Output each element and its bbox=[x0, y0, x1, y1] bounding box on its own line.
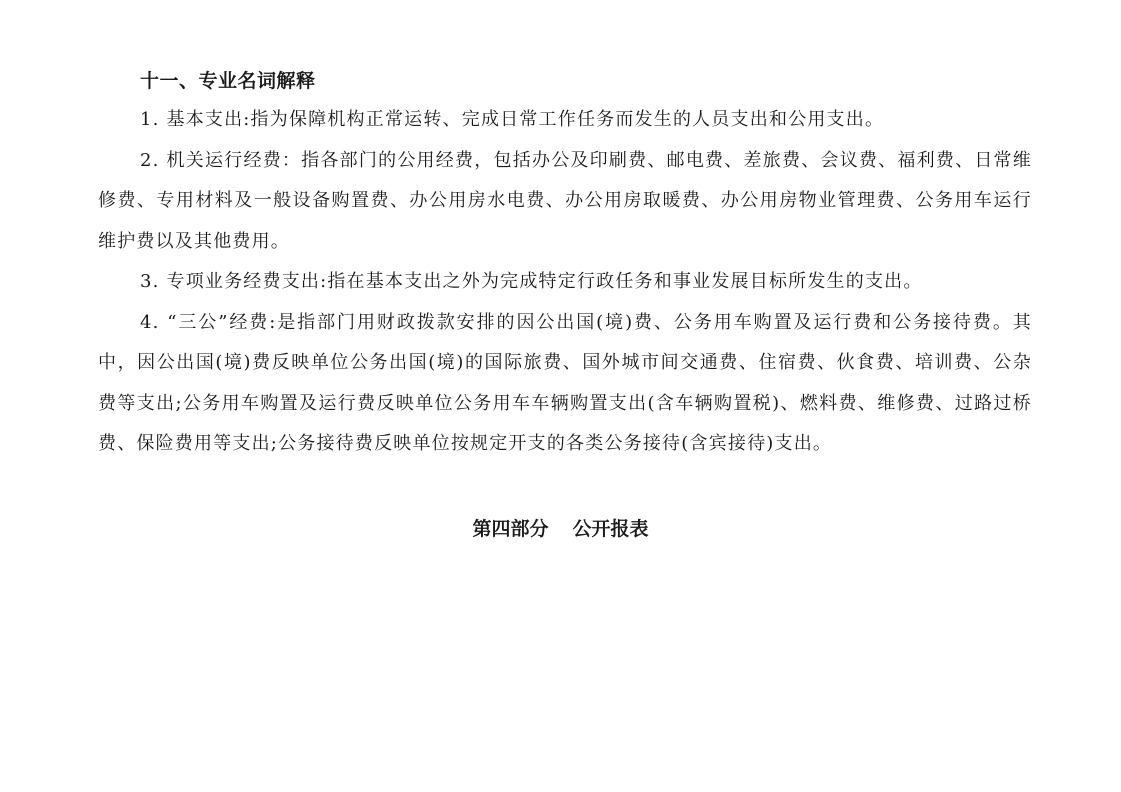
definition-basic-expenditure: 1. 基本支出:指为保障机构正常运转、完成日常工作任务而发生的人员支出和公用支出。 bbox=[140, 109, 885, 130]
part-title: 公开报表 bbox=[572, 518, 649, 540]
definition-operating-expenses: 2. 机关运行经费：指各部门的公用经费，包括办公及印刷费、邮电费、差旅费、会议费、福利费、日常维修费、专用材料及一般设备购置费、办公用房水电费、办公用房取暖费、办公用房物业管理费、公务用车运行维护费以及其他费用。 bbox=[98, 149, 1032, 252]
definitions-list bbox=[98, 100, 1032, 465]
definition-special-expenditure: 3. 专项业务经费支出:指在基本支出之外为完成特定行政任务和事业发展目标所发生的支出。 bbox=[140, 271, 923, 292]
part-heading bbox=[0, 514, 1121, 541]
section-heading: 十一、专业名词解释 bbox=[140, 70, 316, 92]
definition-three-public-expenses: 4. “三公”经费:是指部门用财政拨款安排的因公出国(境)费、公务用车购置及运行费和公务接待费。其中，因公出国(境)费反映单位公务出国(境)的国际旅费、国外城市间交通费、住宿费、伙食费、培训费、公杂费等支出;公务用车购置及运行费反映单位公务用车车辆购置支出(含车辆购置税)、燃料费、维修费、过路过桥费、保险费用等支出;公务接待费反映单位按规定开支的各类公务接待(含宾接待)支出。 bbox=[98, 311, 1032, 454]
part-number: 第四部分 bbox=[472, 518, 549, 540]
